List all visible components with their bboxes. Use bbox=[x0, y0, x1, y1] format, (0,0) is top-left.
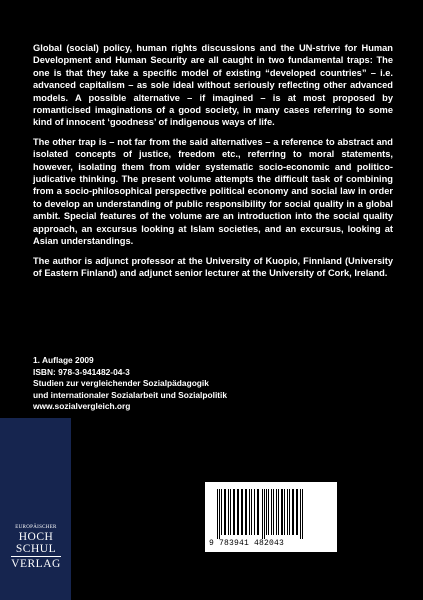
author-note: The author is adjunct professor at the University of Kuopio, Finnland (University of Eastern Finland) and adjunct senior lecturer at the University of Cork, Ireland. bbox=[33, 255, 393, 278]
barcode-bar bbox=[276, 489, 277, 535]
isbn-barcode bbox=[205, 482, 337, 552]
barcode-bar bbox=[271, 489, 272, 535]
barcode-bar bbox=[278, 489, 279, 535]
barcode-bar bbox=[289, 489, 290, 535]
barcode-bar bbox=[230, 489, 231, 535]
barcode-bar bbox=[281, 489, 283, 535]
barcode-bar bbox=[292, 489, 294, 535]
barcode-bar bbox=[302, 489, 303, 539]
publisher-logo bbox=[5, 525, 67, 570]
barcode-bar bbox=[233, 489, 235, 535]
series-line: und internationaler Sozialarbeit und Sozialpolitik bbox=[33, 389, 228, 400]
barcode-bar bbox=[296, 489, 298, 535]
barcode-bar bbox=[300, 489, 301, 539]
barcode-bar bbox=[245, 489, 247, 535]
barcode-bar bbox=[262, 489, 263, 539]
barcode-bar bbox=[254, 489, 255, 535]
barcode-bars bbox=[215, 489, 327, 539]
barcode-bar bbox=[228, 489, 229, 535]
series-line: Studien zur vergleichender Sozialpädagogik bbox=[33, 378, 209, 389]
barcode-bar bbox=[273, 489, 274, 535]
imprint-block bbox=[33, 355, 353, 413]
barcode-bar bbox=[257, 489, 259, 535]
barcode-bar bbox=[264, 489, 265, 539]
logo-rule bbox=[11, 556, 61, 557]
barcode-bar bbox=[237, 489, 239, 535]
logo-line: VERLAG bbox=[11, 558, 61, 570]
barcode-bar bbox=[221, 489, 222, 535]
barcode-bar bbox=[249, 489, 250, 535]
isbn-line: ISBN: 978-3-941482-04-3 bbox=[33, 366, 130, 377]
blurb-paragraph: The other trap is – not far from the said alternatives – a reference to abstract and isolated concepts of justice, freedom etc., referring to moral statements, however, isolating them from wider systematic socio-economic and politico-judicative thinking. The present volume attempts the difficult task of combining from a socio-philosophical perspective political economy and social law in order to develop an understanding of public responsibility for social quality in a global ambit. Special features of the volume are an introduction into the social quality approach, an excursus looking at Islam societies, and an excursus, looking at Asian understandings. bbox=[33, 136, 393, 247]
barcode-bar bbox=[266, 489, 267, 535]
barcode-digits: 9 783941 482043 bbox=[209, 539, 285, 548]
publisher-strip bbox=[0, 418, 71, 600]
back-cover-blurb bbox=[33, 42, 393, 286]
barcode-bar bbox=[241, 489, 243, 535]
barcode-bar bbox=[224, 489, 226, 535]
logo-top-text: EUROPÄISCHER bbox=[15, 525, 57, 530]
barcode-bar bbox=[268, 489, 269, 535]
barcode-bar bbox=[217, 489, 218, 539]
barcode-bar bbox=[284, 489, 285, 535]
barcode-bar bbox=[219, 489, 220, 539]
barcode-bar bbox=[251, 489, 252, 535]
blurb-paragraph: Global (social) policy, human rights discussions and the UN-strive for Human Development and Human Security are all caught in two fundamental traps: The one is that they take a specific model of existing “developed countries” – i.e. advanced capitalism – as sole ideal without seriously reflecting other advanced models. A possible alternative – if imagined – is at most proposed by romanticised imaginations of a good society, in many cases referring to some kind of innocent ‘goodness’ of indigenous ways of life. bbox=[33, 43, 393, 128]
edition-line: 1. Auflage 2009 bbox=[33, 355, 94, 365]
website-line: www.sozialvergleich.org bbox=[33, 401, 131, 412]
logo-line: SCHUL bbox=[15, 543, 57, 555]
logo-line: HOCH bbox=[18, 531, 54, 543]
barcode-bar bbox=[287, 489, 288, 535]
